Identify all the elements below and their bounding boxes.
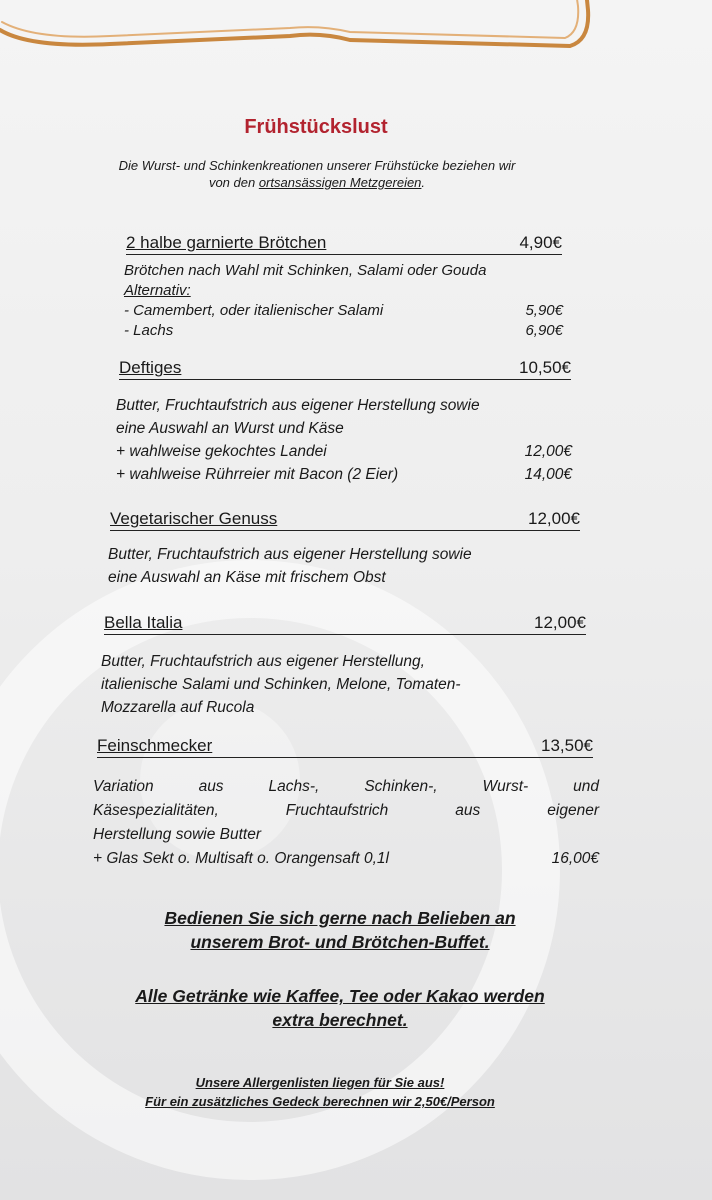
option-price: 14,00€ <box>524 466 572 483</box>
intro-suffix: . <box>421 175 426 190</box>
menu-item-description <box>108 543 586 589</box>
menu-title: Frühstückslust <box>244 116 388 138</box>
notice-line: Bedienen Sie sich gerne nach Belieben an <box>164 908 516 928</box>
notice-line: extra berechnet. <box>272 1010 408 1030</box>
option-label: + wahlweise gekochtes Landei <box>116 443 327 460</box>
desc-line: Herstellung sowie Butter <box>93 826 261 843</box>
menu-item-name: Deftiges <box>119 358 182 377</box>
menu-item-header <box>97 736 593 758</box>
menu-item-price: 4,90€ <box>519 233 562 252</box>
intro-line-1: Die Wurst- und Schinkenkreationen unserer Frühstücke beziehen wir <box>118 158 516 173</box>
menu-item-description <box>124 261 569 341</box>
option-label: + wahlweise Rührreier mit Bacon (2 Eier) <box>116 466 399 483</box>
menu-item-name: 2 halbe garnierte Brötchen <box>126 233 327 252</box>
allergen-note: Unsere Allergenlisten liegen für Sie aus! <box>195 1075 445 1090</box>
desc-line: eine Auswahl an Wurst und Käse <box>116 420 344 437</box>
desc-line: Butter, Fruchtaufstrich aus eigener Herstellung sowie <box>116 397 480 414</box>
menu-item-header <box>126 233 562 255</box>
menu-item-header <box>119 358 571 380</box>
option-price: 12,00€ <box>524 443 572 460</box>
intro-line-2 <box>62 174 572 191</box>
footer-notes <box>60 1073 580 1111</box>
menu-item-header <box>104 613 586 635</box>
option-price: 16,00€ <box>551 850 599 867</box>
desc-line: Käsespezialitäten, Fruchtaufstrich aus eigener <box>93 802 599 819</box>
clipboard-clip <box>0 0 605 65</box>
menu-item-header <box>110 509 580 531</box>
desc-line: italienische Salami und Schinken, Melone, Tomaten- <box>101 676 461 693</box>
cover-charge-note: Für ein zusätzliches Gedeck berechnen wir 2,50€/Person <box>145 1094 495 1109</box>
desc-line: Butter, Fruchtaufstrich aus eigener Herstellung, <box>101 653 425 670</box>
menu-item-description <box>101 650 591 719</box>
desc-line: Brötchen nach Wahl mit Schinken, Salami oder Gouda <box>124 262 487 279</box>
option-row <box>124 321 569 341</box>
option-row <box>116 463 576 486</box>
menu-item-name: Bella Italia <box>104 613 183 632</box>
menu-intro <box>62 157 572 191</box>
menu-item-name: Vegetarischer Genuss <box>110 509 278 528</box>
desc-line: Mozzarella auf Rucola <box>101 699 255 716</box>
intro-prefix: von den <box>208 175 259 190</box>
drinks-notice <box>60 984 620 1032</box>
menu-item-name: Feinschmecker <box>97 736 213 755</box>
alternative-label: Alternativ: <box>124 282 191 299</box>
desc-line: Butter, Fruchtaufstrich aus eigener Herstellung sowie <box>108 546 472 563</box>
menu-item-description <box>93 775 599 871</box>
desc-line: Variation aus Lachs-, Schinken-, Wurst- und <box>93 778 599 795</box>
intro-butchers: ortsansässigen Metzgereien <box>258 175 422 190</box>
option-label: - Lachs <box>124 322 174 339</box>
option-price: 6,90€ <box>525 322 563 339</box>
option-row <box>124 301 569 321</box>
option-row <box>116 440 576 463</box>
notice-line: Alle Getränke wie Kaffee, Tee oder Kakao werden <box>135 986 545 1006</box>
desc-line: eine Auswahl an Käse mit frischem Obst <box>108 569 386 586</box>
menu-item-price: 12,00€ <box>534 613 586 632</box>
menu-item-price: 13,50€ <box>541 736 593 755</box>
menu-item-price: 10,50€ <box>519 358 571 377</box>
buffet-notice <box>60 906 620 954</box>
menu-item-description <box>116 394 576 486</box>
notice-line: unserem Brot- und Brötchen-Buffet. <box>190 932 490 952</box>
menu-item-price: 12,00€ <box>528 509 580 528</box>
option-label: - Camembert, oder italienischer Salami <box>124 302 384 319</box>
option-label: + Glas Sekt o. Multisaft o. Orangensaft 0,1l <box>93 850 389 867</box>
option-row <box>93 847 599 871</box>
option-price: 5,90€ <box>525 302 563 319</box>
